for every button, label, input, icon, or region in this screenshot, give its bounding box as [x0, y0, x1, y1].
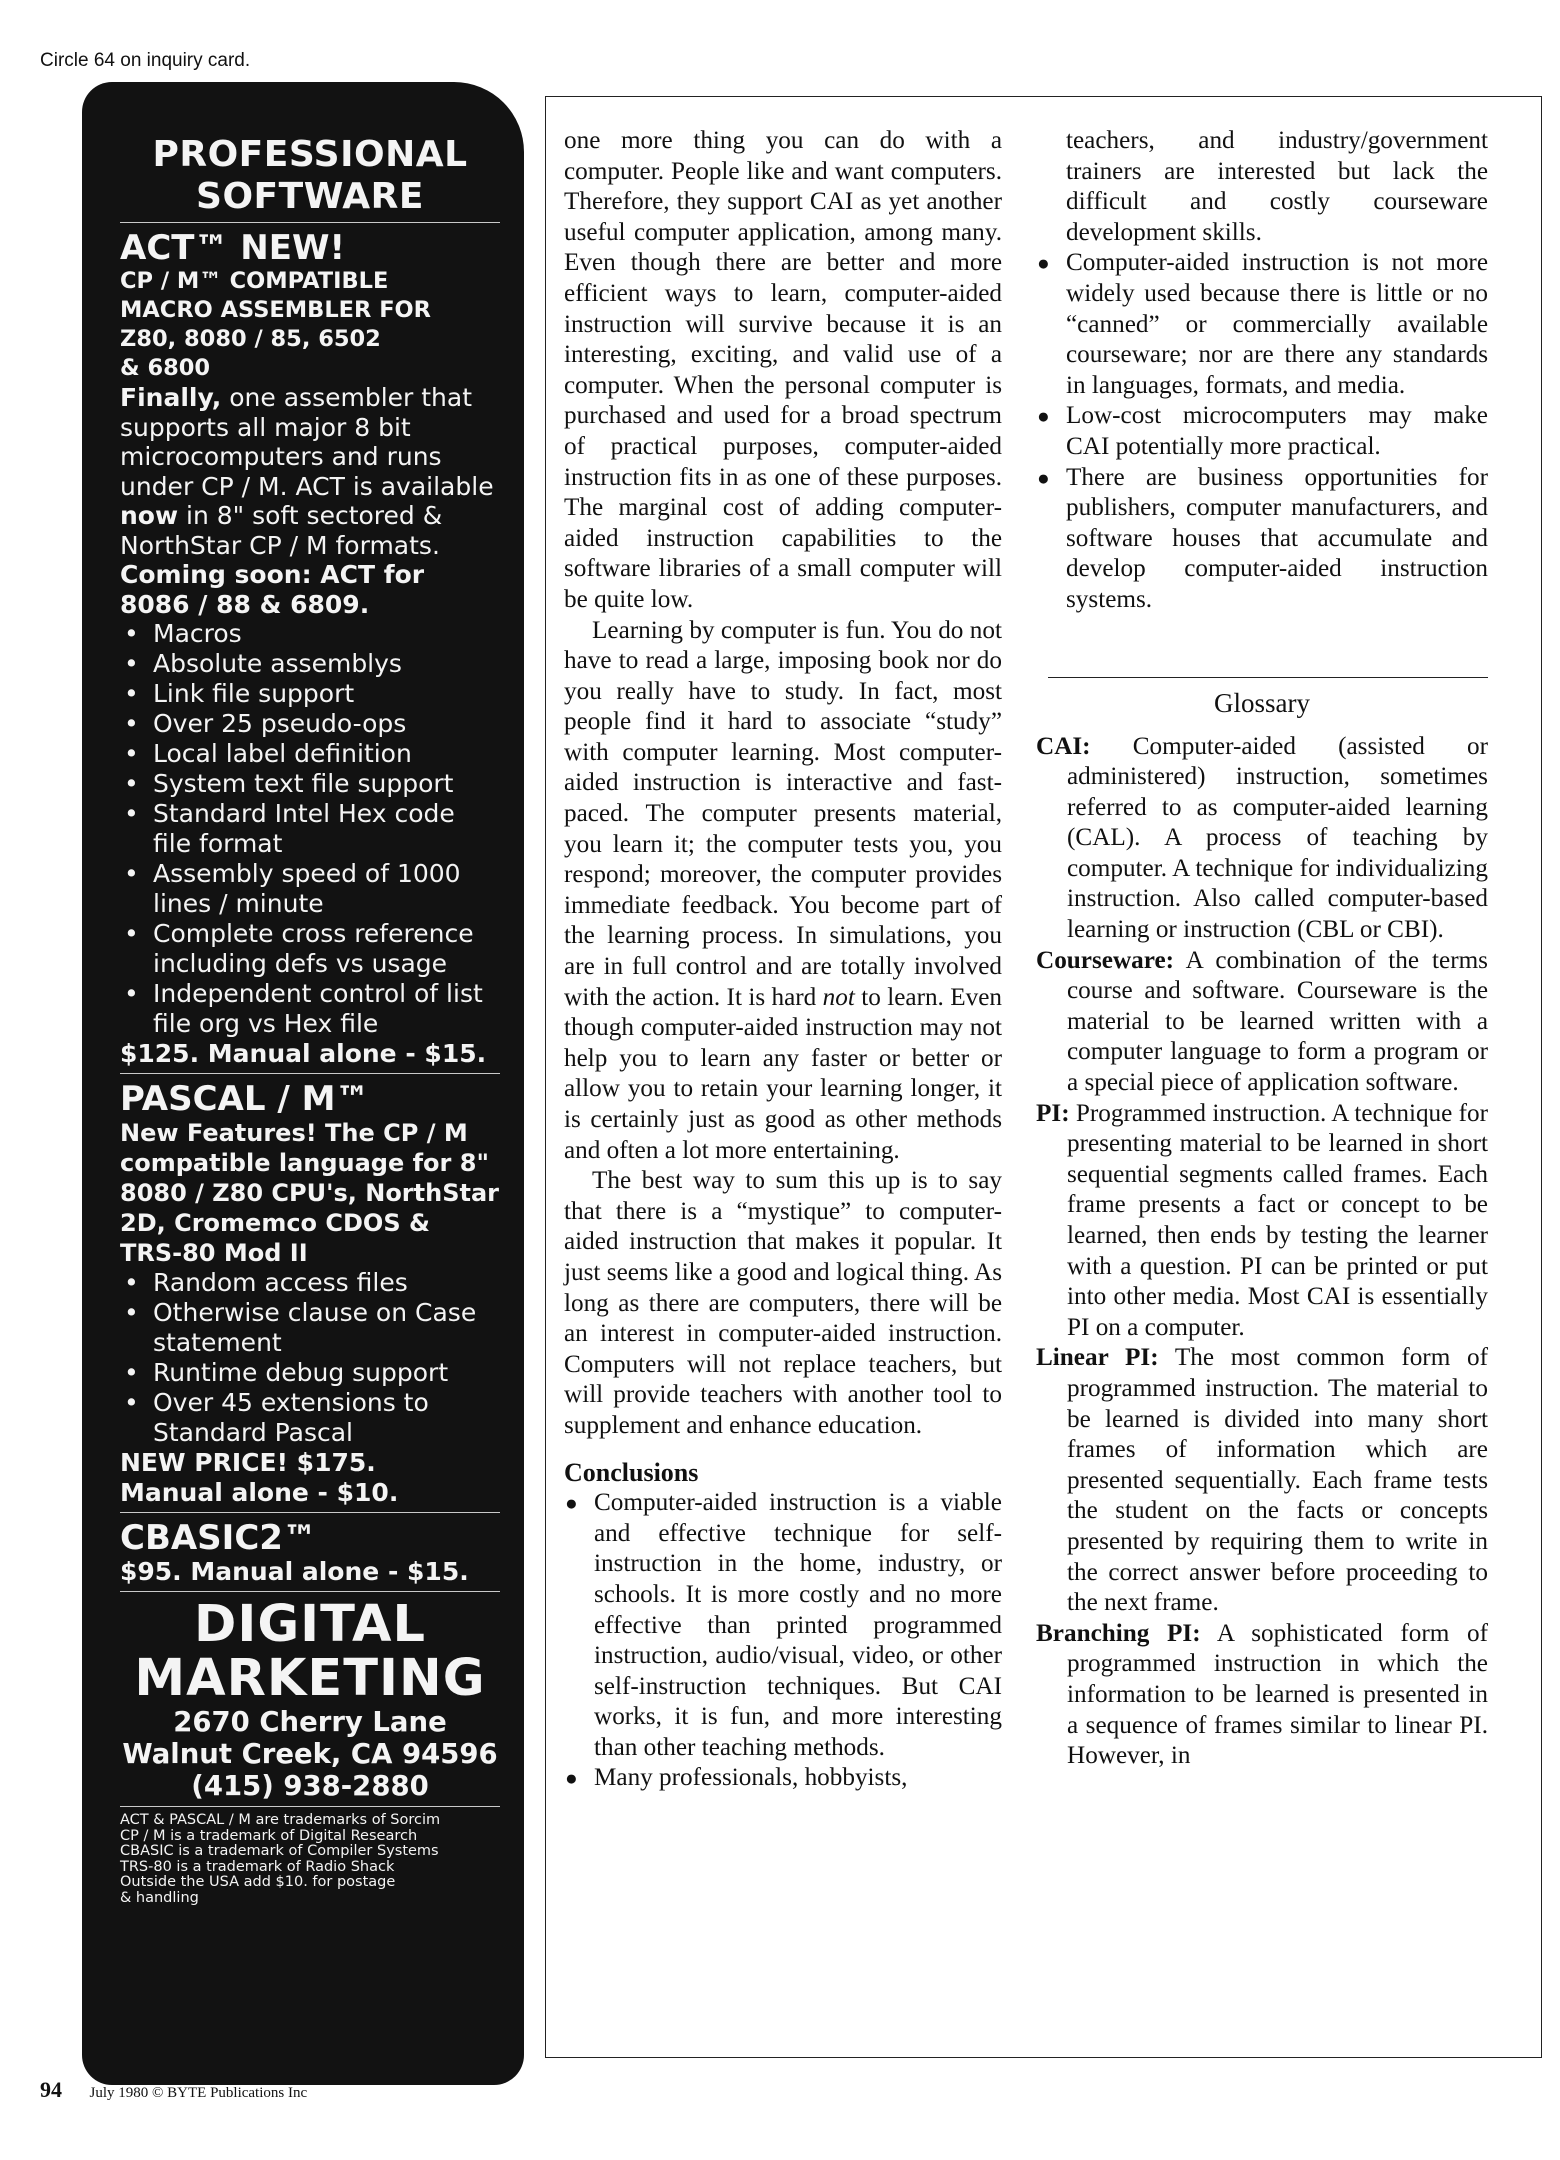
paragraph: teachers, and industry/government trainers are interested but lack the difficult and costly courseware development skills.	[1066, 127, 1488, 246]
list-item: • Otherwise clause on Case statement	[120, 1298, 500, 1358]
glossary-entry: CAI: Computer-aided (assisted or administered) instruction, sometimes referred to as computer-aided learning (CAL). A process of teaching by computer. A technique for individualizing instruction. Also called computer-based learning or instruction (CBL or CBI).	[1036, 732, 1488, 944]
act-price: $125. Manual alone - $15.	[120, 1039, 487, 1068]
glossary-entry: Linear PI: The most common form of programmed instruction. The material to be learned is divided into many short frames of information which are presented sequentially. Each frame tests the student on the facts or concepts presented by requiring them to write in the correct answer before proceeding to the next frame.	[1036, 1344, 1488, 1617]
cbasic-heading: CBASIC2™	[120, 1518, 317, 1558]
conclusion-item: ● Many professionals, hobbyists,	[564, 1763, 1002, 1794]
glossary-entry: Courseware: A combination of the terms course and software. Courseware is the material to be learned written with a computer language to form a program or a special piece of application software.	[1036, 946, 1488, 1097]
list-item: • System text file support	[120, 769, 500, 799]
list-item: • Local label definition	[120, 739, 500, 769]
pascal-description: New Features! The CP / M compatible language for 8" 8080 / Z80 CPU's, NorthStar 2D, Cromemco CDOS & TRS-80 Mod II	[120, 1119, 499, 1267]
act-description: CP / M™ COMPATIBLE MACRO ASSEMBLER FOR Z80, 8080 / 85, 6502 & 6800	[120, 268, 432, 381]
page-number: 94	[40, 2077, 62, 2102]
list-item: • Random access files	[120, 1268, 500, 1298]
conclusion-item: ● Low-cost microcomputers may make CAI potentially more practical.	[1036, 401, 1488, 462]
ad-title: PROFESSIONAL SOFTWARE	[152, 134, 468, 217]
company-address: 2670 Cherry Lane Walnut Creek, CA 94596 (415) 938-2880	[122, 1706, 498, 1802]
pascal-heading: PASCAL / M™	[120, 1079, 370, 1119]
list-item: • Runtime debug support	[120, 1358, 500, 1388]
list-item: • Over 25 pseudo-ops	[120, 709, 500, 739]
cbasic-price: $95. Manual alone - $15.	[120, 1557, 469, 1586]
paragraph: Learning by computer is fun. You do not have to read a large, imposing book nor do you really have to study. In fact, most people find it hard to associate “study” with computer learning. Most computer-aided instruction is interactive and fast-paced. The computer presents material, you learn it; the computer tests you, you respond; moreover, the computer provides immediate feedback. You become part of the learning process. In simulations, you are in full control and are totally involved with the action. It is hard not to learn. Even though computer-aided instruction may not help you to learn any faster or better or allow you to retain your learning longer, it is certainly just as good as other methods and often a lot more entertaining.	[564, 616, 1002, 1164]
glossary-entry: Branching PI: A sophisticated form of programmed instruction in which the information to be learned is presented in a sequence of frames similar to linear PI. However, in	[1036, 1619, 1488, 1770]
paragraph: one more thing you can do with a computer. People like and want computers. Therefore, they support CAI as yet another useful computer application, among many. Even though there are better and more efficient ways to learn, computer-aided instruction will survive because it is an interesting, exciting, and valid use of a computer. When the personal computer is purchased and used for a broad spectrum of practical purposes, computer-aided instruction fits in as one of these purposes. The marginal cost of adding computer-aided instruction capabilities to the software libraries of a small computer will be quite low.	[564, 127, 1002, 613]
list-item: • Assembly speed of 1000 lines / minute	[120, 859, 500, 919]
glossary-divider	[1048, 677, 1488, 678]
footer-date: July 1980 © BYTE Publications Inc	[89, 2085, 308, 2101]
pascal-feature-list	[120, 1268, 500, 1448]
page-footer	[40, 2077, 307, 2103]
list-item: • Absolute assemblys	[120, 649, 500, 679]
company-name: DIGITAL MARKETING	[134, 1595, 486, 1708]
glossary-title: Glossary	[1214, 687, 1310, 718]
glossary-entry: PI: Programmed instruction. A technique for presenting material to be learned in short sequential segments called frames. Each frame presents a fact or concept to be learned, then ends by testing the learner with a question. PI can be printed or put into other media. Most CAI is essentially PI on a computer.	[1036, 1099, 1488, 1341]
act-heading: ACT™ NEW!	[120, 228, 345, 268]
act-feature-list	[120, 619, 500, 1039]
paragraph: The best way to sum this up is to say that there is a “mystique” to computer-aided instruction that makes it popular. It just seems like a good and logical thing. As long as there are computers, there will be an interest in computer-aided instruction. Computers will not replace teachers, but will provide teachers with another tool to supplement and enhance education.	[564, 1167, 1002, 1439]
list-item: • Link file support	[120, 679, 500, 709]
trademark-notes: ACT & PASCAL / M are trademarks of Sorcim CP / M is a trademark of Digital Research CBASIC is a trademark of Compiler Systems TRS-80 is a trademark of Radio Shack Outside the USA add $10. for postage & handling	[120, 1812, 441, 1906]
advertisement	[82, 82, 524, 2085]
pascal-price: NEW PRICE! $175. Manual alone - $10.	[120, 1448, 399, 1507]
inquiry-card-note: Circle 64 on inquiry card.	[40, 50, 251, 71]
conclusion-item: ● There are business opportunities for publishers, computer manufacturers, and software houses that accumulate and develop computer-aided instruction systems.	[1036, 463, 1488, 616]
conclusion-item: ● Computer-aided instruction is not more widely used because there is little or no “canned” or commercially available courseware; nor are there any standards in languages, formats, and media.	[1036, 248, 1488, 401]
list-item: • Standard Intel Hex code file format	[120, 799, 500, 859]
list-item: • Over 45 extensions to Standard Pascal	[120, 1388, 500, 1448]
conclusions-heading: Conclusions	[564, 1457, 699, 1487]
article-column-2	[1036, 126, 1488, 1772]
list-item: • Complete cross reference including defs vs usage	[120, 919, 500, 979]
act-body: Finally, one assembler that supports all major 8 bit microcomputers and runs under CP / M. ACT is available now in 8" soft sectored & NorthStar CP / M formats. Coming soon: ACT for 8086 / 88 & 6809.	[120, 383, 494, 619]
list-item: • Independent control of list file org vs Hex file	[120, 979, 500, 1039]
article-column-1	[564, 126, 1002, 1794]
conclusion-item: ● Computer-aided instruction is a viable and effective technique for self-instruction in the home, industry, or schools. It is more costly and no more effective than printed programmed instruction, audio/visual, video, or other self-instruction techniques. But CAI works, it is fun, and more interesting than other teaching methods.	[564, 1488, 1002, 1763]
list-item: • Macros	[120, 619, 500, 649]
